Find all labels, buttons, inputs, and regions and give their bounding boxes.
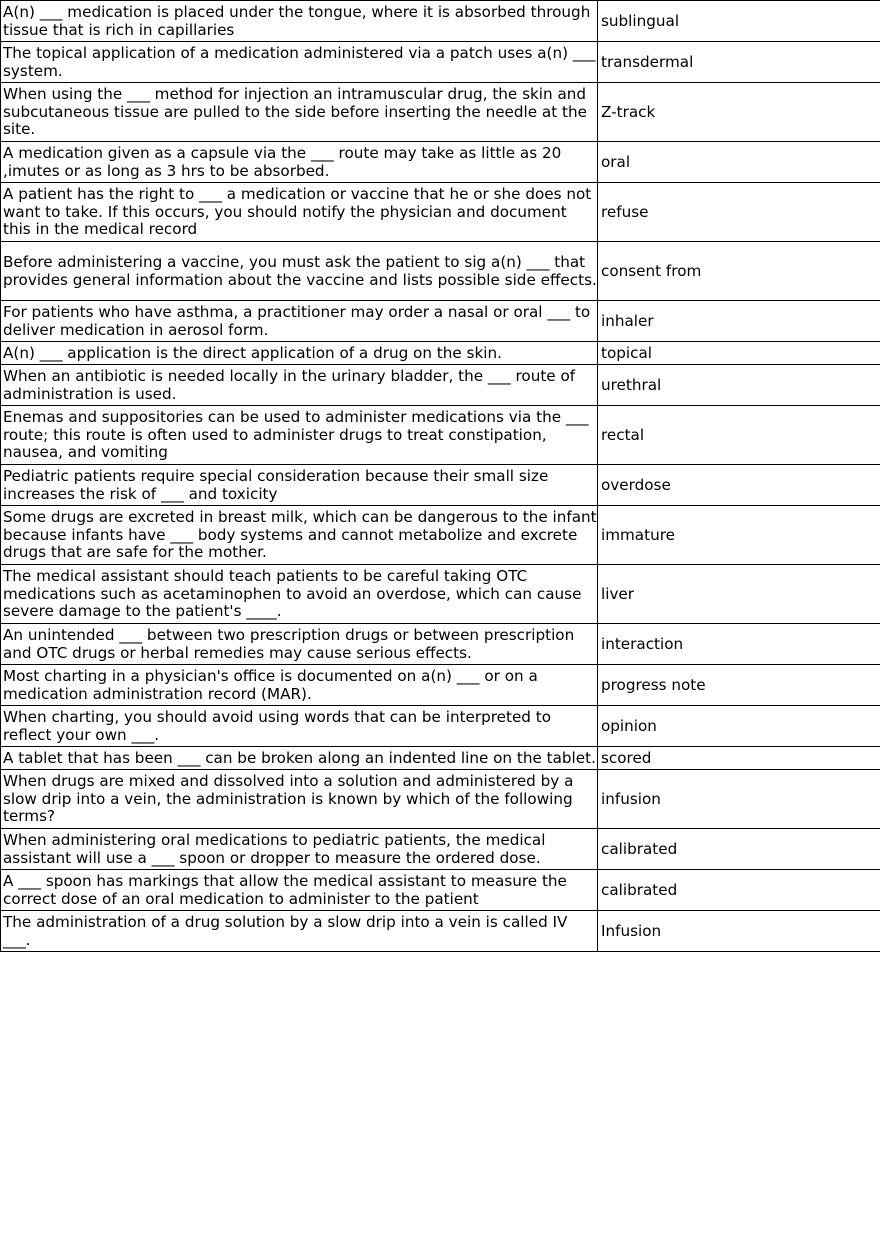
table-row [1,747,880,770]
question-cell: A(n) ___ medication is placed under the tongue, where it is absorbed through tissue that is rich in capillaries [1,1,598,42]
answer-cell: infusion [598,770,880,829]
table-row [1,242,880,301]
question-cell: A tablet that has been ___ can be broken along an indented line on the tablet. [1,747,598,770]
table-row [1,83,880,142]
question-cell: Some drugs are excreted in breast milk, which can be dangerous to the infant because infants have ___ body systems and cannot metabolize and excrete drugs that are safe for the mother. [1,506,598,565]
question-cell: When an antibiotic is needed locally in the urinary bladder, the ___ route of administration is used. [1,365,598,406]
table-row [1,42,880,83]
answer-cell: Z-track [598,83,880,142]
table-row [1,142,880,183]
question-cell: Most charting in a physician's office is documented on a(n) ___ or on a medication administration record (MAR). [1,665,598,706]
table-row [1,406,880,465]
question-cell: Before administering a vaccine, you must ask the patient to sig a(n) ___ that provides general information about the vaccine and lists possible side effects. [1,242,598,301]
answer-cell: transdermal [598,42,880,83]
question-cell: When drugs are mixed and dissolved into a solution and administered by a slow drip into a vein, the administration is known by which of the following terms? [1,770,598,829]
question-cell: When using the ___ method for injection an intramuscular drug, the skin and subcutaneous tissue are pulled to the side before inserting the needle at the site. [1,83,598,142]
table-row [1,624,880,665]
table-row [1,565,880,624]
answer-cell: immature [598,506,880,565]
question-cell: An unintended ___ between two prescription drugs or between prescription and OTC drugs or herbal remedies may cause serious effects. [1,624,598,665]
answer-cell: opinion [598,706,880,747]
answer-cell: urethral [598,365,880,406]
table-row [1,829,880,870]
answer-cell: calibrated [598,870,880,911]
answer-cell: scored [598,747,880,770]
question-cell: When charting, you should avoid using words that can be interpreted to reflect your own ___. [1,706,598,747]
table-row [1,770,880,829]
table-row [1,465,880,506]
answer-cell: inhaler [598,301,880,342]
table-row [1,665,880,706]
question-cell: Pediatric patients require special consideration because their small size increases the risk of ___ and toxicity [1,465,598,506]
question-cell: The medical assistant should teach patients to be careful taking OTC medications such as acetaminophen to avoid an overdose, which can cause severe damage to the patient's ____. [1,565,598,624]
table-row [1,183,880,242]
question-cell: A patient has the right to ___ a medication or vaccine that he or she does not want to take. If this occurs, you should notify the physician and document this in the medical record [1,183,598,242]
table-row [1,1,880,42]
answer-cell: overdose [598,465,880,506]
table-row [1,301,880,342]
table-row [1,365,880,406]
question-cell: A(n) ___ application is the direct application of a drug on the skin. [1,342,598,365]
question-cell: The administration of a drug solution by a slow drip into a vein is called IV ___. [1,911,598,952]
answer-cell: refuse [598,183,880,242]
question-cell: A medication given as a capsule via the ___ route may take as little as 20 ,imutes or as long as 3 hrs to be absorbed. [1,142,598,183]
table-row [1,506,880,565]
table-row [1,911,880,952]
question-cell: When administering oral medications to pediatric patients, the medical assistant will use a ___ spoon or dropper to measure the ordered dose. [1,829,598,870]
question-cell: Enemas and suppositories can be used to administer medications via the ___ route; this route is often used to administer drugs to treat constipation, nausea, and vomiting [1,406,598,465]
answer-cell: calibrated [598,829,880,870]
answer-cell: rectal [598,406,880,465]
answer-cell: sublingual [598,1,880,42]
answer-cell: liver [598,565,880,624]
answer-cell: oral [598,142,880,183]
answer-cell: Infusion [598,911,880,952]
question-cell: A ___ spoon has markings that allow the medical assistant to measure the correct dose of an oral medication to administer to the patient [1,870,598,911]
question-cell: The topical application of a medication administered via a patch uses a(n) ___ system. [1,42,598,83]
table-row [1,342,880,365]
answer-cell: progress note [598,665,880,706]
answer-cell: consent from [598,242,880,301]
table-row [1,870,880,911]
table-row [1,706,880,747]
question-cell: For patients who have asthma, a practitioner may order a nasal or oral ___ to deliver medication in aerosol form. [1,301,598,342]
answer-cell: interaction [598,624,880,665]
answer-cell: topical [598,342,880,365]
